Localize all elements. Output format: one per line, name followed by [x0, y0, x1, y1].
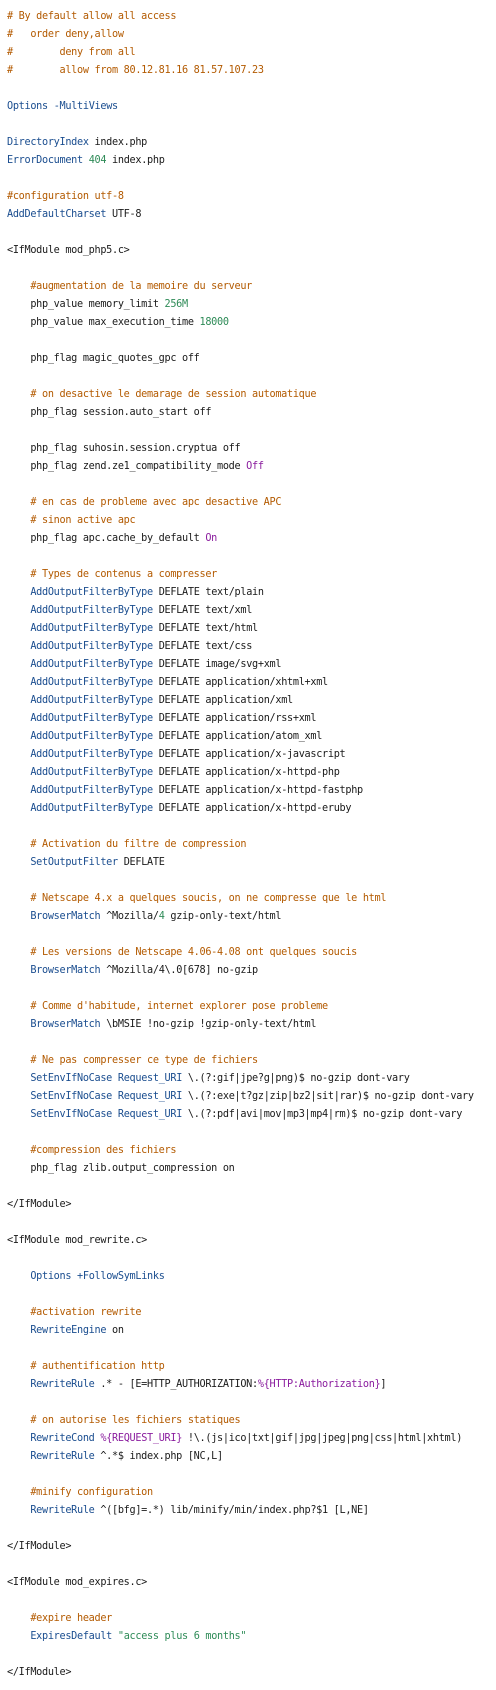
code-text: [7, 1307, 30, 1318]
code-text: [7, 1361, 30, 1372]
code-text: [7, 767, 30, 778]
code-line: [7, 1340, 496, 1358]
code-keyword: Off: [246, 461, 264, 472]
code-line: [7, 1358, 496, 1376]
code-text: [7, 1001, 30, 1012]
code-line: [7, 1484, 496, 1502]
code-line: [7, 1412, 496, 1430]
code-text: DEFLATE application/x-httpd-php: [152, 767, 340, 778]
code-line: [7, 1628, 496, 1646]
code-number: 256M: [164, 299, 188, 310]
code-line: [7, 170, 496, 188]
code-directive: RewriteRule: [30, 1379, 95, 1390]
code-line: [7, 80, 496, 98]
code-directive: ExpiresDefault: [30, 1631, 113, 1642]
code-directive: Request_URI: [117, 1073, 183, 1084]
code-text: [7, 695, 30, 706]
code-line: [7, 926, 496, 944]
code-line: [7, 494, 496, 512]
code-line: [7, 1052, 496, 1070]
code-text: [7, 731, 30, 742]
code-text: [7, 785, 30, 796]
code-comment: # Les versions de Netscape 4.06-4.08 ont quelques soucis: [30, 947, 358, 958]
code-text: [7, 947, 30, 958]
code-text: DEFLATE text/plain: [152, 587, 264, 598]
code-line: [7, 1502, 496, 1520]
code-comment: #minify configuration: [30, 1487, 153, 1498]
code-text: [7, 1631, 30, 1642]
code-line: [7, 1142, 496, 1160]
code-text: [7, 1055, 30, 1066]
code-line: [7, 1592, 496, 1610]
code-directive: SetEnvIfNoCase: [30, 1091, 113, 1102]
code-text: [7, 1451, 30, 1462]
code-directive: +FollowSymLinks: [77, 1271, 165, 1282]
code-directive: AddOutputFilterByType: [30, 605, 153, 616]
code-text: [7, 911, 30, 922]
code-tag: <IfModule mod_php5.c>: [7, 245, 130, 256]
code-text: [7, 1415, 30, 1426]
code-directive: SetEnvIfNoCase: [30, 1109, 113, 1120]
code-directive: AddDefaultCharset: [7, 209, 107, 220]
code-comment: # deny from all: [7, 47, 136, 58]
code-text: [7, 803, 30, 814]
code-text: [7, 1091, 30, 1102]
code-number: 404: [88, 155, 107, 166]
code-line: [7, 368, 496, 386]
code-line: [7, 278, 496, 296]
code-comment: # on desactive le demarage de session automatique: [30, 389, 317, 400]
code-comment: # Activation du filtre de compression: [30, 839, 247, 850]
code-text: ^Mozilla/4\.0[678] no-gzip: [100, 965, 258, 976]
code-directive: BrowserMatch: [30, 965, 101, 976]
code-line: [7, 620, 496, 638]
code-line: [7, 1232, 496, 1250]
code-text: DEFLATE text/html: [152, 623, 258, 634]
code-tag: <IfModule mod_rewrite.c>: [7, 1235, 148, 1246]
code-line: [7, 8, 496, 26]
code-line: [7, 1268, 496, 1286]
code-text: DEFLATE application/atom_xml: [152, 731, 323, 742]
code-comment: # on autorise les fichiers statiques: [30, 1415, 241, 1426]
code-comment: # Types de contenus a compresser: [30, 569, 218, 580]
code-text: ^.*$ index.php [NC,L]: [94, 1451, 223, 1462]
code-text: [7, 605, 30, 616]
code-text: php_flag zlib.output_compression on: [7, 1163, 235, 1174]
code-text: [7, 749, 30, 760]
code-text: \.(?:gif|jpe?g|png)$ no-gzip dont-vary: [182, 1073, 410, 1084]
code-line: [7, 206, 496, 224]
code-comment: # Netscape 4.x a quelques soucis, on ne compresse que le html: [30, 893, 387, 904]
code-text: [7, 857, 30, 868]
code-line: [7, 782, 496, 800]
code-text: [7, 1019, 30, 1030]
code-text: DEFLATE application/xml: [152, 695, 293, 706]
code-number: 18000: [199, 317, 229, 328]
code-text: DEFLATE application/xhtml+xml: [152, 677, 328, 688]
code-line: [7, 458, 496, 476]
code-keyword: %{REQUEST_URI}: [100, 1433, 183, 1444]
code-text: php_flag zend.ze1_compatibility_mode: [7, 461, 247, 472]
code-directive: AddOutputFilterByType: [30, 803, 153, 814]
code-text: !\.(js|ico|txt|gif|jpg|jpeg|png|css|html|xhtml): [182, 1433, 463, 1444]
code-line: [7, 1286, 496, 1304]
code-line: [7, 476, 496, 494]
code-text: [7, 659, 30, 670]
code-directive: RewriteEngine: [30, 1325, 107, 1336]
code-number: 4: [158, 911, 165, 922]
code-directive: -MultiViews: [53, 101, 118, 112]
code-line: [7, 1610, 496, 1628]
code-directive: SetOutputFilter: [30, 857, 118, 868]
code-directive: AddOutputFilterByType: [30, 749, 153, 760]
code-comment: # Comme d'habitude, internet explorer pose probleme: [30, 1001, 328, 1012]
code-text: php_value memory_limit: [7, 299, 165, 310]
code-text: index.php: [88, 137, 148, 148]
code-line: [7, 1322, 496, 1340]
code-line: [7, 1394, 496, 1412]
code-text: DEFLATE application/x-httpd-eruby: [152, 803, 352, 814]
code-line: [7, 746, 496, 764]
code-directive: RewriteRule: [30, 1505, 95, 1516]
code-directive: AddOutputFilterByType: [30, 641, 153, 652]
code-line: [7, 548, 496, 566]
code-text: \.(?:exe|t?gz|zip|bz2|sit|rar)$ no-gzip dont-vary: [182, 1091, 474, 1102]
code-line: [7, 1466, 496, 1484]
code-line: [7, 602, 496, 620]
code-text: [7, 965, 30, 976]
code-text: [7, 677, 30, 688]
code-line: [7, 1088, 496, 1106]
code-text: [7, 389, 30, 400]
code-text: [7, 1145, 30, 1156]
code-text: [7, 893, 30, 904]
code-directive: Options: [7, 101, 48, 112]
code-line: [7, 692, 496, 710]
code-line: [7, 1106, 496, 1124]
code-comment: #compression des fichiers: [30, 1145, 177, 1156]
code-directive: AddOutputFilterByType: [30, 587, 153, 598]
code-line: [7, 530, 496, 548]
code-text: php_value max_execution_time: [7, 317, 200, 328]
code-text: [7, 1487, 30, 1498]
code-text: php_flag session.auto_start off: [7, 407, 212, 418]
code-directive: SetEnvIfNoCase: [30, 1073, 113, 1084]
code-tag: </IfModule>: [7, 1541, 72, 1552]
code-text: DEFLATE image/svg+xml: [152, 659, 282, 670]
code-line: [7, 1070, 496, 1088]
code-comment: #expire header: [30, 1613, 113, 1624]
code-line: [7, 1214, 496, 1232]
code-line: [7, 224, 496, 242]
code-line: [7, 1556, 496, 1574]
code-line: [7, 152, 496, 170]
code-line: [7, 674, 496, 692]
code-text: php_flag apc.cache_by_default: [7, 533, 206, 544]
code-text: DEFLATE application/x-httpd-fastphp: [152, 785, 363, 796]
code-line: [7, 386, 496, 404]
code-comment: #configuration utf-8: [7, 191, 124, 202]
code-text: DEFLATE: [117, 857, 165, 868]
code-comment: # By default allow all access: [7, 11, 177, 22]
code-string: "access plus 6 months": [117, 1631, 247, 1642]
code-text: [7, 641, 30, 652]
code-directive: AddOutputFilterByType: [30, 659, 153, 670]
code-comment: #augmentation de la memoire du serveur: [30, 281, 253, 292]
code-text: [7, 587, 30, 598]
code-text: [7, 497, 30, 508]
code-line: [7, 1448, 496, 1466]
code-line: [7, 1250, 496, 1268]
code-text: php_flag suhosin.session.cryptua off: [7, 443, 241, 454]
code-line: [7, 836, 496, 854]
code-comment: # allow from 80.12.81.16 81.57.107.23: [7, 65, 264, 76]
code-text: \bMSIE !no-gzip !gzip-only-text/html: [100, 1019, 317, 1030]
code-directive: BrowserMatch: [30, 1019, 101, 1030]
code-line: [7, 26, 496, 44]
code-text: DEFLATE application/rss+xml: [152, 713, 317, 724]
code-line: [7, 566, 496, 584]
code-keyword: %{HTTP:Authorization}: [257, 1379, 381, 1390]
code-line: [7, 260, 496, 278]
code-line: [7, 62, 496, 80]
code-text: [7, 1505, 30, 1516]
code-line: [7, 890, 496, 908]
code-line: [7, 854, 496, 872]
code-tag: </IfModule>: [7, 1667, 72, 1678]
code-line: [7, 314, 496, 332]
code-line: [7, 818, 496, 836]
code-line: [7, 296, 496, 314]
code-line: [7, 1016, 496, 1034]
code-text: [7, 839, 30, 850]
code-line: [7, 242, 496, 260]
code-text: [7, 1073, 30, 1084]
code-directive: Request_URI: [117, 1091, 183, 1102]
code-line: [7, 98, 496, 116]
code-line: [7, 638, 496, 656]
code-text: [7, 281, 30, 292]
code-directive: RewriteRule: [30, 1451, 95, 1462]
code-directive: DirectoryIndex: [7, 137, 89, 148]
code-directive: AddOutputFilterByType: [30, 623, 153, 634]
code-text: [7, 1433, 30, 1444]
code-comment: # authentification http: [30, 1361, 165, 1372]
code-line: [7, 404, 496, 422]
code-text: [7, 569, 30, 580]
code-comment: # en cas de probleme avec apc desactive APC: [30, 497, 282, 508]
code-directive: RewriteCond: [30, 1433, 95, 1444]
code-line: [7, 728, 496, 746]
code-directive: Options: [30, 1271, 72, 1282]
code-line: [7, 944, 496, 962]
code-text: DEFLATE application/x-javascript: [152, 749, 346, 760]
code-directive: Request_URI: [117, 1109, 183, 1120]
code-line: [7, 1538, 496, 1556]
code-directive: AddOutputFilterByType: [30, 713, 153, 724]
code-line: [7, 116, 496, 134]
code-line: [7, 584, 496, 602]
code-text: on: [106, 1325, 124, 1336]
code-line: [7, 1646, 496, 1664]
code-text: [7, 1109, 30, 1120]
code-comment: #activation rewrite: [30, 1307, 142, 1318]
code-line: [7, 908, 496, 926]
code-text: index.php: [106, 155, 165, 166]
code-text: [7, 1271, 30, 1282]
code-line: [7, 1430, 496, 1448]
code-line: [7, 422, 496, 440]
code-comment: # Ne pas compresser ce type de fichiers: [30, 1055, 258, 1066]
code-line: [7, 188, 496, 206]
code-comment: # order deny,allow: [7, 29, 124, 40]
code-text: UTF-8: [106, 209, 142, 220]
code-text: \.(?:pdf|avi|mov|mp3|mp4|rm)$ no-gzip dont-vary: [182, 1109, 463, 1120]
code-line: [7, 656, 496, 674]
code-line: [7, 1304, 496, 1322]
code-text: DEFLATE text/css: [152, 641, 253, 652]
code-line: [7, 800, 496, 818]
code-keyword: On: [205, 533, 218, 544]
code-text: [7, 1325, 30, 1336]
code-text: php_flag magic_quotes_gpc off: [7, 353, 200, 364]
code-directive: ErrorDocument: [7, 155, 83, 166]
code-text: [7, 515, 30, 526]
code-line: [7, 134, 496, 152]
code-text: ]: [380, 1379, 387, 1390]
code-text: [7, 623, 30, 634]
code-directive: BrowserMatch: [30, 911, 101, 922]
code-line: [7, 440, 496, 458]
code-tag: <IfModule mod_expires.c>: [7, 1577, 148, 1588]
code-line: [7, 1520, 496, 1538]
code-line: [7, 350, 496, 368]
code-text: .* - [E=HTTP_AUTHORIZATION:: [94, 1379, 258, 1390]
code-line: [7, 512, 496, 530]
code-line: [7, 1196, 496, 1214]
code-line: [7, 764, 496, 782]
code-line: [7, 1034, 496, 1052]
code-text: gzip-only-text/html: [164, 911, 282, 922]
code-text: [7, 1613, 30, 1624]
code-line: [7, 1574, 496, 1592]
code-line: [7, 998, 496, 1016]
code-text: ^([bfg]=.*) lib/minify/min/index.php?$1 [L,NE]: [94, 1505, 369, 1516]
code-line: [7, 1664, 496, 1682]
code-text: [7, 713, 30, 724]
code-directive: AddOutputFilterByType: [30, 677, 153, 688]
code-comment: # sinon active apc: [30, 515, 136, 526]
code-tag: </IfModule>: [7, 1199, 72, 1210]
code-line: [7, 44, 496, 62]
code-text: DEFLATE text/xml: [152, 605, 253, 616]
code-directive: AddOutputFilterByType: [30, 767, 153, 778]
code-line: [7, 1160, 496, 1178]
code-line: [7, 710, 496, 728]
code-line: [7, 962, 496, 980]
code-text: ^Mozilla/: [100, 911, 159, 922]
code-line: [7, 332, 496, 350]
code-line: [7, 872, 496, 890]
code-directive: AddOutputFilterByType: [30, 731, 153, 742]
code-line: [7, 1376, 496, 1394]
code-directive: AddOutputFilterByType: [30, 785, 153, 796]
code-line: [7, 1124, 496, 1142]
code-directive: AddOutputFilterByType: [30, 695, 153, 706]
code-line: [7, 980, 496, 998]
code-text: [7, 1379, 30, 1390]
code-line: [7, 1178, 496, 1196]
